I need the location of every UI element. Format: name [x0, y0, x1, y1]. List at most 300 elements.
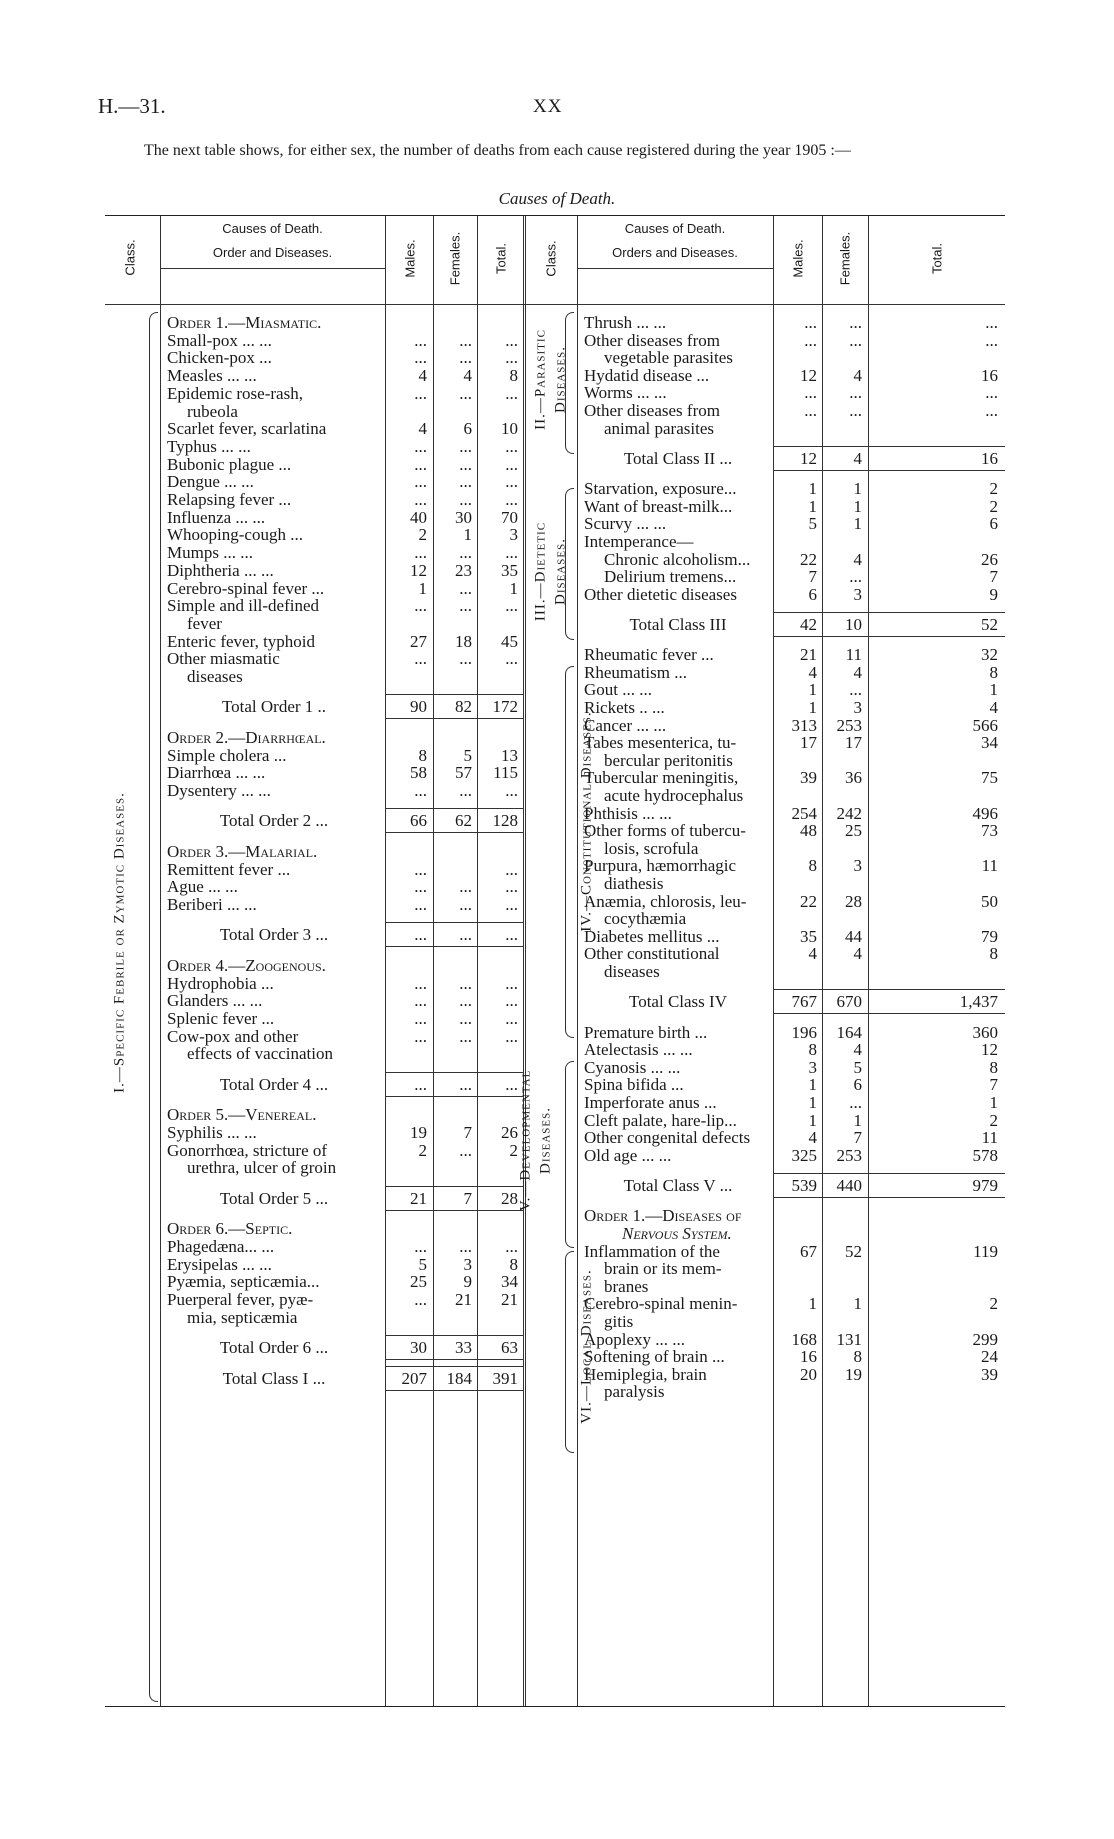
females-value: ... [459, 348, 472, 368]
cause-name: Chicken-pox ... [167, 348, 272, 368]
males-value: 2 [418, 525, 427, 545]
total-value: 128 [492, 811, 518, 831]
total-rule [385, 1072, 523, 1073]
header-causes-left: Causes of Death. [222, 221, 323, 236]
total-value: 979 [972, 1176, 998, 1196]
class-III-label-1: III.—Dietetic [532, 521, 549, 622]
page-number: XX [533, 96, 563, 117]
total-value: 50 [981, 891, 998, 911]
males-value: 21 [800, 645, 817, 665]
females-value: ... [459, 1008, 472, 1028]
males-value: 5 [418, 1254, 427, 1274]
cause-name: Total Order 6 ... [219, 1338, 329, 1358]
total-rule [385, 1390, 523, 1391]
females-value: 7 [463, 1188, 472, 1208]
females-value: ... [459, 490, 472, 509]
females-value: ... [459, 596, 472, 616]
cause-name: Bubonic plague ... [167, 454, 292, 474]
males-value: 17 [800, 733, 817, 753]
females-value: 5 [853, 1057, 862, 1077]
cause-name: Premature birth ... [584, 1022, 708, 1042]
cause-name: Spina bifida ... [584, 1075, 684, 1095]
cause-name: gitis [604, 1311, 634, 1331]
total-value: ... [505, 877, 518, 897]
class-V-label-2: Diseases. [537, 1107, 554, 1174]
total-value: 9 [989, 584, 998, 604]
total-value: 4 [989, 698, 998, 718]
males-value: ... [414, 490, 427, 509]
cause-name: paralysis [604, 1382, 665, 1402]
cause-name: vegetable parasites [604, 348, 733, 368]
cause-name: rubeola [187, 401, 238, 421]
cause-name: Other constitutional [584, 944, 720, 964]
males-value: 48 [800, 821, 817, 841]
males-value: 1 [808, 496, 817, 516]
females-value: 1 [853, 496, 862, 516]
total-value: 73 [981, 821, 998, 841]
females-value: ... [459, 925, 472, 945]
total-value: ... [505, 596, 518, 616]
class-VI-brace [565, 1251, 574, 1453]
males-value: 767 [791, 992, 817, 1012]
total-value: ... [985, 401, 998, 420]
rule [160, 216, 161, 1706]
total-value: 34 [981, 733, 998, 753]
females-value: ... [849, 313, 862, 332]
females-value: 4 [853, 944, 862, 964]
total-row [167, 1368, 523, 1389]
males-value: 7 [808, 567, 817, 587]
males-value: 1 [808, 1075, 817, 1095]
cause-name: Relapsing fever ... [167, 490, 292, 509]
males-value: 8 [808, 1040, 817, 1060]
females-value: 57 [455, 763, 472, 783]
cause-name: Gonorrhœa, stricture of [167, 1140, 328, 1160]
males-value: 168 [791, 1329, 817, 1349]
total-rule [385, 922, 523, 923]
total-value: 391 [492, 1368, 518, 1388]
males-value: 4 [808, 662, 817, 682]
total-rule [773, 1173, 1005, 1174]
header-causes-right: Causes of Death. [624, 221, 726, 236]
females-value: 7 [463, 1122, 472, 1142]
cause-name: Total Order 4 ... [219, 1074, 329, 1094]
males-value: 8 [808, 856, 817, 876]
cause-name: Total Class II ... [623, 448, 733, 468]
females-value: 670 [836, 992, 862, 1012]
total-rule [773, 1013, 1005, 1014]
total-rule [773, 1197, 1005, 1198]
total-value: ... [505, 894, 518, 914]
cause-name: Total Order 2 ... [219, 811, 329, 831]
males-value: ... [414, 383, 427, 403]
females-value: ... [849, 330, 862, 350]
females-value: ... [849, 680, 862, 700]
class-II-label-1: II.—Parasitic [532, 329, 549, 430]
cause-name: Chronic alcoholism... [604, 549, 751, 569]
cause-name: Whooping-cough ... [167, 525, 303, 545]
females-value: 1 [853, 479, 862, 499]
cause-name: Simple and ill-defined [167, 596, 320, 616]
males-value: 4 [808, 1128, 817, 1148]
cause-name: Cerebro-spinal fever ... [167, 578, 325, 598]
males-value: ... [804, 313, 817, 332]
header-females-left: Females. [447, 231, 463, 286]
females-value: 4 [853, 365, 862, 385]
cause-name: Delirium tremens... [604, 567, 737, 587]
total-value: 2 [509, 1140, 518, 1160]
females-value: 36 [845, 768, 862, 788]
total-value: 2 [989, 1110, 998, 1130]
males-value: 1 [808, 1294, 817, 1314]
females-value: 4 [853, 549, 862, 569]
total-value: 21 [501, 1290, 518, 1310]
cause-name: Total Order 5 ... [219, 1188, 329, 1208]
total-value: 7 [989, 567, 998, 587]
cause-name: Order 1.—Diseases of [584, 1206, 742, 1226]
males-value: ... [414, 472, 427, 492]
males-value: 42 [800, 615, 817, 635]
females-value: ... [459, 436, 472, 456]
males-value: 254 [791, 803, 817, 823]
females-value: ... [459, 578, 472, 598]
males-value: 5 [808, 514, 817, 534]
header-females-right: Females. [837, 231, 853, 286]
females-value: ... [459, 973, 472, 993]
cause-name: Total Class I ... [222, 1368, 326, 1388]
total-value: 299 [972, 1329, 998, 1349]
total-value: ... [985, 313, 998, 332]
total-value: 28 [501, 1188, 518, 1208]
males-value: ... [414, 348, 427, 368]
total-value: 6 [989, 514, 998, 534]
cause-name: Small-pox ... ... [167, 330, 272, 350]
males-value: 207 [401, 1368, 427, 1388]
cause-name: Remittent fever ... [167, 859, 291, 879]
total-value: 8 [509, 1254, 518, 1274]
total-value: 39 [981, 1364, 998, 1384]
males-value: 58 [410, 763, 427, 783]
total-value: 11 [981, 1128, 998, 1148]
females-value: 440 [836, 1176, 862, 1196]
cause-name: Nervous System. [622, 1223, 732, 1243]
class-V-brace [565, 1061, 574, 1248]
cause-name: diathesis [604, 874, 664, 894]
males-value: 39 [800, 768, 817, 788]
cause-name: Cow-pox and other [167, 1026, 299, 1046]
females-value: ... [849, 383, 862, 403]
cause-name: Anæmia, chlorosis, leu- [584, 891, 747, 911]
males-value: ... [414, 436, 427, 456]
cause-name: Scarlet fever, scarlatina [167, 419, 327, 439]
males-value: ... [414, 780, 427, 800]
header-total-right: Total. [929, 242, 945, 275]
cause-name: Order 3.—Malarial. [167, 841, 318, 861]
cause-name: Epidemic rose-rash, [167, 383, 303, 403]
males-value: 12 [800, 365, 817, 385]
males-value: 1 [418, 578, 427, 598]
cause-name: Diabetes mellitus ... [584, 926, 720, 946]
males-value: 6 [808, 584, 817, 604]
header-males-right: Males. [790, 239, 806, 278]
cause-name: Total Class III [629, 615, 727, 635]
cause-name: Hydatid disease ... [584, 365, 710, 385]
cause-name: Other forms of tubercu- [584, 821, 746, 841]
males-value: 3 [808, 1057, 817, 1077]
page-reference: H.—31. [98, 94, 166, 118]
total-value: 8 [989, 944, 998, 964]
class-IV-brace [565, 666, 574, 1038]
females-value: ... [849, 567, 862, 587]
females-value: ... [459, 780, 472, 800]
rule [577, 268, 773, 269]
total-value: 75 [981, 768, 998, 788]
cause-name: cocythæmia [604, 909, 687, 929]
males-value: ... [414, 1236, 427, 1256]
cause-name: Order 6.—Septic. [167, 1219, 293, 1239]
total-rule [385, 946, 523, 947]
cause-name: Order 4.—Zoogenous. [167, 955, 326, 975]
females-value: 23 [455, 560, 472, 580]
total-rule [385, 1096, 523, 1097]
header-males-left: Males. [402, 239, 418, 278]
males-value: 40 [410, 507, 427, 527]
males-value: ... [414, 877, 427, 897]
total-rule [773, 612, 1005, 613]
females-value: ... [459, 330, 472, 350]
cause-name: Cleft palate, hare-lip... [584, 1110, 737, 1130]
males-value: 196 [791, 1022, 817, 1042]
males-value: 539 [791, 1176, 817, 1196]
total-value: 13 [501, 745, 518, 765]
cause-name: Tabes mesenterica, tu- [584, 733, 737, 753]
total-value: ... [505, 348, 518, 368]
total-value: 10 [501, 419, 518, 439]
males-value: ... [414, 991, 427, 1011]
cause-name: Other dietetic diseases [584, 584, 737, 604]
total-value: 3 [509, 525, 518, 545]
total-value: ... [505, 472, 518, 492]
cause-name: Diphtheria ... ... [167, 560, 274, 580]
males-value: ... [414, 1290, 427, 1310]
males-value: 325 [791, 1145, 817, 1165]
total-value: 52 [981, 615, 998, 635]
total-rule [385, 1210, 523, 1211]
total-value: 1,437 [959, 992, 998, 1012]
females-value: 7 [853, 1128, 862, 1148]
total-value: 11 [981, 856, 998, 876]
cause-name: Rheumatism ... [584, 662, 687, 682]
class-I-label: I.—Specific Febrile or Zymotic Diseases. [111, 792, 128, 1093]
cause-name: Starvation, exposure... [584, 479, 737, 499]
males-value: 4 [418, 419, 427, 439]
males-value: 30 [410, 1338, 427, 1358]
males-value: ... [414, 649, 427, 669]
males-value: ... [414, 1074, 427, 1094]
females-value: 3 [853, 584, 862, 604]
females-value: ... [459, 1074, 472, 1094]
table-row [584, 1381, 1005, 1402]
total-value: 70 [501, 507, 518, 527]
males-value: 1 [808, 1110, 817, 1130]
females-value: 5 [463, 745, 472, 765]
cause-name: Apoplexy ... ... [584, 1329, 686, 1349]
cause-name: Measles ... ... [167, 366, 257, 386]
class-I-brace [149, 312, 158, 1702]
total-value: 566 [972, 715, 998, 735]
class-III-label-2: Diseases. [552, 538, 569, 605]
total-value: 2 [989, 479, 998, 499]
males-value: 35 [800, 926, 817, 946]
total-rule [773, 636, 1005, 637]
cause-name: losis, scrofula [604, 838, 699, 858]
females-value: 164 [836, 1022, 862, 1042]
total-value: 16 [981, 365, 998, 385]
cause-name: Total Order 1 .. [221, 697, 327, 717]
cause-name: Typhus ... ... [167, 436, 251, 456]
total-value: ... [505, 330, 518, 350]
males-value: 12 [800, 448, 817, 468]
females-value: 6 [463, 419, 472, 439]
males-value: 22 [800, 549, 817, 569]
females-value: ... [459, 877, 472, 897]
total-rule [773, 470, 1005, 471]
class-II-label-2: Diseases. [552, 346, 569, 413]
males-value: ... [414, 1008, 427, 1028]
females-value: 3 [853, 698, 862, 718]
header-total-left: Total. [493, 242, 509, 275]
class-VI-label: VI.—Local Diseases. [578, 1269, 595, 1424]
cause-name: Phagedæna... ... [167, 1236, 275, 1256]
total-value: 2 [989, 1294, 998, 1314]
males-value: 66 [410, 811, 427, 831]
cause-name: Other miasmatic [167, 649, 280, 669]
total-rule [385, 1366, 523, 1367]
total-value: 7 [989, 1075, 998, 1095]
females-value: 8 [853, 1347, 862, 1367]
females-value: 1 [853, 1110, 862, 1130]
cause-name: Phthisis ... ... [584, 803, 672, 823]
cause-name: Dengue ... ... [167, 472, 254, 492]
cause-name: Order 1.—Miasmatic. [167, 313, 322, 332]
females-value: ... [459, 472, 472, 492]
cause-name: Gout ... ... [584, 680, 652, 700]
cause-name: Total Order 3 ... [219, 925, 329, 945]
cause-name: Order 2.—Diarrhœal. [167, 727, 326, 747]
cause-name: fever [187, 613, 222, 633]
cause-name: Glanders ... ... [167, 991, 263, 1011]
total-value: ... [505, 991, 518, 1011]
females-value: 62 [455, 811, 472, 831]
total-value: ... [985, 383, 998, 403]
cause-name: Beriberi ... ... [167, 894, 257, 914]
cause-name: urethra, ulcer of groin [187, 1158, 337, 1178]
males-value: 19 [410, 1122, 427, 1142]
males-value: 22 [800, 891, 817, 911]
cause-name: Old age ... ... [584, 1145, 672, 1165]
cause-name: Hydrophobia ... [167, 973, 274, 993]
cause-name: Inflammation of the [584, 1241, 720, 1261]
total-rule [385, 694, 523, 695]
total-value: ... [985, 330, 998, 350]
females-value: 1 [853, 1294, 862, 1314]
total-value: ... [505, 454, 518, 474]
females-value: 28 [845, 891, 862, 911]
class-III-brace [565, 488, 574, 640]
total-value: 79 [981, 926, 998, 946]
cause-name: Imperforate anus ... [584, 1093, 717, 1113]
males-value: 2 [418, 1140, 427, 1160]
females-value: ... [459, 383, 472, 403]
total-value: 119 [973, 1241, 998, 1261]
cause-name: Ague ... ... [167, 877, 238, 897]
total-rule [773, 446, 1005, 447]
cause-name: Other diseases from [584, 401, 720, 420]
males-value: 8 [418, 745, 427, 765]
total-value: 1 [989, 680, 998, 700]
total-rule [385, 718, 523, 719]
total-value: 26 [501, 1122, 518, 1142]
males-value: ... [414, 859, 427, 879]
cause-name: Mumps ... ... [167, 543, 253, 563]
header-class-left: Class. [122, 239, 138, 276]
total-value: ... [505, 925, 518, 945]
cause-name: Syphilis ... ... [167, 1122, 257, 1142]
cause-name: Erysipelas ... ... [167, 1254, 272, 1274]
cause-name: Cancer ... ... [584, 715, 667, 735]
total-value: ... [505, 543, 518, 563]
cause-name: Puerperal fever, pyæ- [167, 1290, 314, 1310]
cause-name: bercular peritonitis [604, 750, 733, 770]
total-value: ... [505, 1026, 518, 1046]
males-value: 12 [410, 560, 427, 580]
total-value: ... [505, 1236, 518, 1256]
cause-name: Scurvy ... ... [584, 514, 667, 534]
females-value: 4 [853, 662, 862, 682]
females-value: ... [459, 543, 472, 563]
cause-name: Worms ... ... [584, 383, 667, 403]
cause-name: Rickets .. ... [584, 698, 665, 718]
females-value: ... [459, 1236, 472, 1256]
total-value: ... [505, 1074, 518, 1094]
cause-name: Other diseases from [584, 330, 720, 350]
females-value: 184 [446, 1368, 472, 1388]
total-value: ... [505, 649, 518, 669]
total-rule [385, 1359, 523, 1360]
females-value: 17 [845, 733, 862, 753]
total-rule [385, 808, 523, 809]
total-rule [385, 832, 523, 833]
cause-name: mia, septicæmia [187, 1307, 298, 1327]
total-rule [385, 1186, 523, 1187]
table-caption: Causes of Death. [498, 189, 616, 208]
females-value: ... [459, 991, 472, 1011]
females-value: 1 [463, 525, 472, 545]
rule [105, 304, 1005, 305]
cause-name: diseases [187, 667, 243, 686]
males-value: ... [804, 383, 817, 403]
total-value: 172 [492, 697, 518, 717]
males-value: ... [414, 973, 427, 993]
cause-name: acute hydrocephalus [604, 786, 744, 806]
males-value: ... [414, 454, 427, 474]
total-value: 360 [972, 1022, 998, 1042]
total-value: ... [505, 973, 518, 993]
cause-name: animal parasites [604, 418, 714, 438]
total-value: 34 [501, 1272, 518, 1292]
total-value: 8 [989, 1057, 998, 1077]
cause-name: Influenza ... ... [167, 507, 266, 527]
